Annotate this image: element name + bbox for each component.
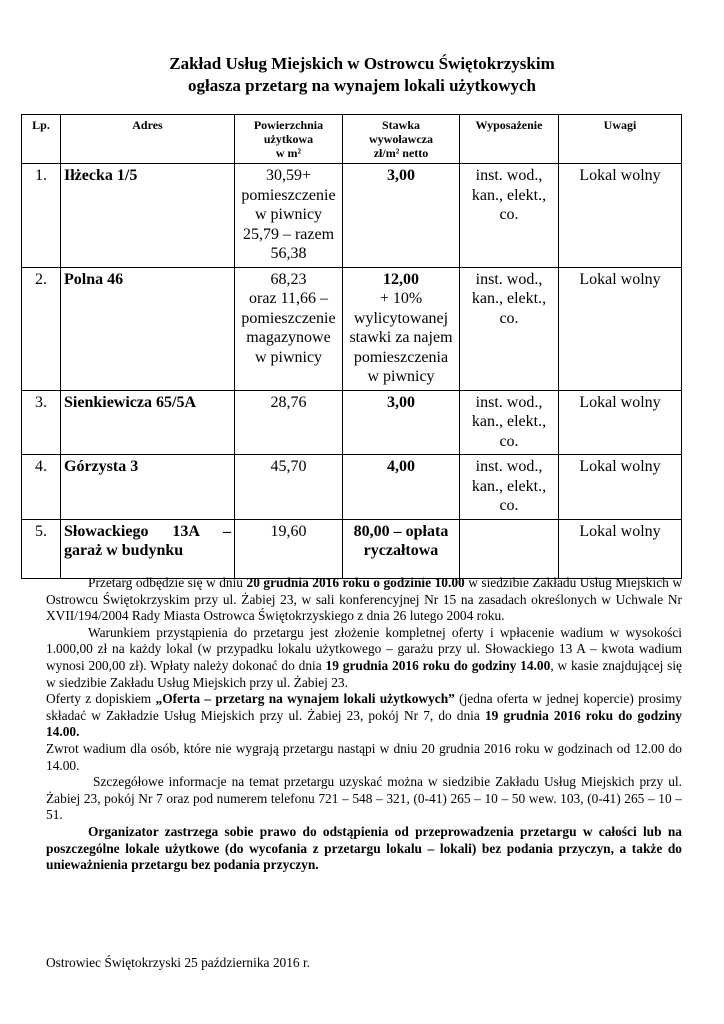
cell-stawka: 80,00 – opłata ryczałtowa <box>343 519 460 578</box>
table-row <box>22 455 682 520</box>
cell-stawka: 3,00 <box>343 390 460 455</box>
cell-wyposazenie <box>460 519 559 578</box>
cell-adres: Słowackiego 13A – garaż w budynku <box>61 519 235 578</box>
cell-lp: 1. <box>22 164 61 268</box>
cell-uwagi: Lokal wolny <box>559 519 682 578</box>
cell-uwagi: Lokal wolny <box>559 164 682 268</box>
table-row <box>22 390 682 455</box>
cell-lp: 3. <box>22 390 61 455</box>
col-header-uwagi: Uwagi <box>559 115 682 164</box>
premises-table <box>21 114 682 579</box>
paragraph-offers: Oferty z dopiskiem „Oferta – przetarg na wynajem lokali użytkowych” (jedna oferta w jednej kopercie) prosimy składać w Zakładzie Usług Miejskich przy ul. Żabiej 23, pokój Nr 7, do dnia 19 grudnia 2016 roku do godziny 14.00. <box>46 691 682 740</box>
cell-uwagi: Lokal wolny <box>559 455 682 520</box>
cell-wyposazenie: inst. wod., kan., elekt., co. <box>460 267 559 390</box>
cell-powierzchnia: 19,60 <box>235 519 343 578</box>
title-line-2: ogłasza przetarg na wynajem lokali użytkowych <box>187 76 536 95</box>
cell-lp: 5. <box>22 519 61 578</box>
title-line-1: Zakład Usług Miejskich w Ostrowcu Świętokrzyskim <box>169 54 555 73</box>
cell-wyposazenie: inst. wod., kan., elekt., co. <box>460 164 559 268</box>
cell-powierzchnia: 45,70 <box>235 455 343 520</box>
col-header-wyposazenie: Wyposażenie <box>460 115 559 164</box>
paragraph-deposit: Warunkiem przystąpienia do przetargu jest złożenie kompletnej oferty i wpłacenie wadium w wysokości 1.000,00 zł na każdy lokal (w przypadku lokalu użytkowego – garażu przy ul. Słowackiego 13 A – kwota wadium wynosi 200,00 zł). Wpłaty należy dokonać do dnia 19 grudnia 2016 roku do godziny 14.00, w kasie znajdującej się w siedzibie Zakładu Usług Miejskich przy ul. Żabiej 23. <box>46 624 683 690</box>
cell-wyposazenie: inst. wod., kan., elekt., co. <box>460 455 559 520</box>
paragraph-date-place: Przetarg odbędzie się w dniu 20 grudnia 2016 roku o godzinie 10.00 w siedzibie Zakładu Usług Miejskich w Ostrowcu Świętokrzyskim przy ul. Żabiej 23, w sali konferencyjnej Nr 15 na zasadach określonych w Uchwale Nr XVII/194/2004 Rady Miasta Ostrowca Świętokrzyskiego z dnia 26 lutego 2004 roku. <box>46 575 682 624</box>
col-header-lp: Lp. <box>22 115 61 164</box>
table-row <box>22 267 682 390</box>
cell-stawka: 4,00 <box>343 455 460 520</box>
col-header-adres: Adres <box>61 115 235 164</box>
document-title <box>0 53 724 97</box>
cell-lp: 2. <box>22 267 61 390</box>
cell-stawka: 12,00 + 10% wylicytowanej stawki za najem pomieszczenia w piwnicy <box>343 267 460 390</box>
footer-place-date: Ostrowiec Świętokrzyski 25 października 2016 r. <box>46 955 311 970</box>
cell-adres: Iłżecka 1/5 <box>61 164 235 268</box>
cell-powierzchnia: 28,76 <box>235 390 343 455</box>
cell-wyposazenie: inst. wod., kan., elekt., co. <box>460 390 559 455</box>
cell-adres: Sienkiewicza 65/5A <box>61 390 235 455</box>
cell-powierzchnia: 30,59+ pomieszczenie w piwnicy 25,79 – razem 56,38 <box>235 164 343 268</box>
cell-adres: Polna 46 <box>61 267 235 390</box>
cell-lp: 4. <box>22 455 61 520</box>
cell-uwagi: Lokal wolny <box>559 267 682 390</box>
cell-stawka: 3,00 <box>343 164 460 268</box>
announcement-body <box>46 575 682 874</box>
cell-powierzchnia: 68,23 oraz 11,66 – pomieszczenie magazynowe w piwnicy <box>235 267 343 390</box>
col-header-stawka: Stawka wywoławcza zł/m² netto <box>343 115 460 164</box>
paragraph-refund: Zwrot wadium dla osób, które nie wygrają przetargu nastąpi w dniu 20 grudnia 2016 roku w godzinach od 12.00 do 14.00. <box>46 740 682 773</box>
cell-uwagi: Lokal wolny <box>559 390 682 455</box>
cell-adres: Górzysta 3 <box>61 455 235 520</box>
table-header-row <box>22 115 682 164</box>
table-row <box>22 519 682 578</box>
paragraph-contact: Szczegółowe informacje na temat przetargu uzyskać można w siedzibie Zakładu Usług Miejskich przy ul. Żabiej 23, pokój Nr 7 oraz pod numerem telefonu 721 – 548 – 321, (0-41) 265 – 10 – 50 wew. 103, (0-41) 265 – 10 – 51. <box>46 774 682 823</box>
col-header-powierzchnia: Powierzchnia użytkowa w m² <box>235 115 343 164</box>
paragraph-reservation: Organizator zastrzega sobie prawo do odstąpienia od przeprowadzenia przetargu w całości lub na poszczególne lokale użytkowe (do wycofania z przetargu lokalu – lokali) bez podania przyczyn, a także do unieważnienia przetargu bez podania przyczyn. <box>46 823 682 873</box>
table-row <box>22 164 682 268</box>
